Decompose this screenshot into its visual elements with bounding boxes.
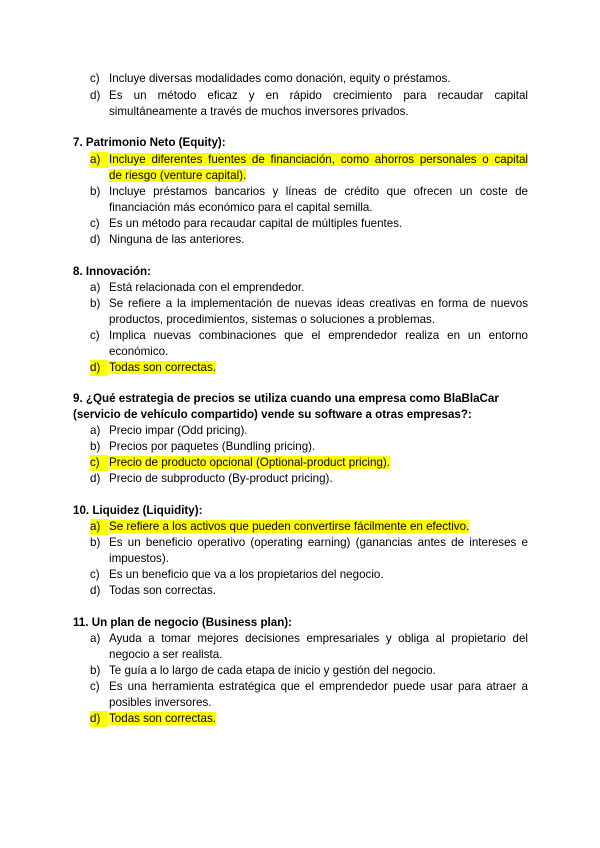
q11-option-c [90, 679, 528, 711]
option-label: c) [90, 455, 108, 471]
question-10-title: 10. Liquidez (Liquidity): [73, 504, 203, 517]
option-text: Se refiere a los activos que pueden convertirse fácilmente en efectivo. [109, 520, 470, 533]
q8-option-c [90, 328, 528, 360]
option-label: d) [90, 360, 108, 376]
option-text-line1: Incluye diferentes fuentes de financiación, como ahorros personales o capital [109, 153, 528, 166]
option-text: Todas son correctas. [109, 361, 216, 374]
option-text: Precio de producto opcional (Optional-product pricing). [109, 456, 390, 469]
option-text: Está relacionada con el emprendedor. [109, 281, 305, 294]
option-label: b) [90, 536, 101, 549]
option-text-line1: Es una herramienta estratégica que el emprendedor puede usar para atraer a [109, 680, 528, 693]
option-label: c) [90, 217, 100, 230]
option-label: d) [90, 472, 101, 485]
option-text-line2: simultáneamente a través de muchos inversores privados. [109, 105, 409, 118]
q7-option-c [90, 216, 528, 232]
prev-option-d [90, 88, 528, 120]
option-text-line1: Se refiere a la implementación de nuevas ideas creativas en forma de nuevos [109, 297, 528, 310]
q7-option-a [90, 152, 528, 184]
option-text: Precio de subproducto (By-product pricing). [109, 472, 333, 485]
q11-option-b [90, 663, 528, 679]
option-text-line2: productos, procedimientos, sistemas o soluciones a problemas. [109, 313, 436, 326]
option-text: Todas son correctas. [109, 584, 216, 597]
option-text: Te guía a lo largo de cada etapa de inicio y gestión del negocio. [109, 664, 436, 677]
option-text-line2: impuestos). [109, 552, 169, 565]
option-text-line2: posibles inversores. [109, 696, 212, 709]
q11-option-d [90, 711, 528, 727]
option-label: d) [90, 233, 101, 246]
q8-option-d [90, 360, 528, 376]
question-8-title: 8. Innovación: [73, 265, 151, 278]
option-text-line1: Incluye préstamos bancarios y líneas de crédito que ofrecen un coste de [109, 185, 528, 198]
q8-option-a [90, 280, 528, 296]
option-text-line1: Es un método eficaz y en rápido crecimiento para recaudar capital [109, 89, 528, 102]
q7-option-b [90, 184, 528, 216]
option-text: Incluye diversas modalidades como donación, equity o préstamos. [109, 72, 451, 85]
question-9-title-line2: (servicio de vehículo compartido) vende su software a otras empresas?: [73, 408, 472, 421]
option-text-line1: Es un beneficio operativo (operating earning) (ganancias antes de intereses e [109, 536, 528, 549]
option-label: c) [90, 72, 100, 85]
question-9-title-line1: 9. ¿Qué estrategia de precios se utiliza cuando una empresa como BlaBlaCar [73, 392, 499, 405]
option-label: d) [90, 89, 101, 102]
option-label: a) [90, 424, 101, 437]
q9-option-c [90, 455, 528, 471]
q11-option-a [90, 631, 528, 663]
question-7-title: 7. Patrimonio Neto (Equity): [73, 136, 226, 149]
option-label: a) [90, 281, 101, 294]
q9-option-b [90, 439, 528, 455]
option-label: b) [90, 185, 101, 198]
q7-option-d [90, 232, 528, 248]
option-text-line2: negocio a ser realista. [109, 648, 223, 661]
option-text-line2: de riesgo (venture capital). [109, 169, 247, 182]
option-label: b) [90, 664, 101, 677]
option-label: b) [90, 297, 101, 310]
q9-option-a [90, 423, 528, 439]
option-label: c) [90, 329, 100, 342]
option-label: d) [90, 584, 101, 597]
option-label: a) [90, 152, 108, 168]
option-text-line2: financiación más económico para el capital semilla. [109, 201, 373, 214]
option-text-line1: Ayuda a tomar mejores decisiones empresariales y obliga al propietario del [109, 632, 528, 645]
q9-option-d [90, 471, 528, 487]
q10-option-c [90, 567, 528, 583]
q10-option-a [90, 519, 528, 535]
option-text: Es un método para recaudar capital de múltiples fuentes. [109, 217, 403, 230]
option-text: Precios por paquetes (Bundling pricing). [109, 440, 316, 453]
option-text-line2: económico. [109, 345, 169, 358]
option-label: d) [90, 711, 108, 727]
q10-option-b [90, 535, 528, 567]
option-text: Es un beneficio que va a los propietarios del negocio. [109, 568, 384, 581]
option-label: b) [90, 440, 101, 453]
option-label: a) [90, 519, 108, 535]
option-text: Precio impar (Odd pricing). [109, 424, 248, 437]
option-label: c) [90, 680, 100, 693]
q8-option-b [90, 296, 528, 328]
option-label: c) [90, 568, 100, 581]
option-text-line1: Implica nuevas combinaciones que el emprendedor realiza en un entorno [109, 329, 528, 342]
prev-option-c [90, 71, 528, 87]
option-text: Todas son correctas. [109, 712, 216, 725]
option-text: Ninguna de las anteriores. [109, 233, 245, 246]
option-label: a) [90, 632, 101, 645]
question-11-title: 11. Un plan de negocio (Business plan): [73, 616, 293, 629]
q10-option-d [90, 583, 528, 599]
